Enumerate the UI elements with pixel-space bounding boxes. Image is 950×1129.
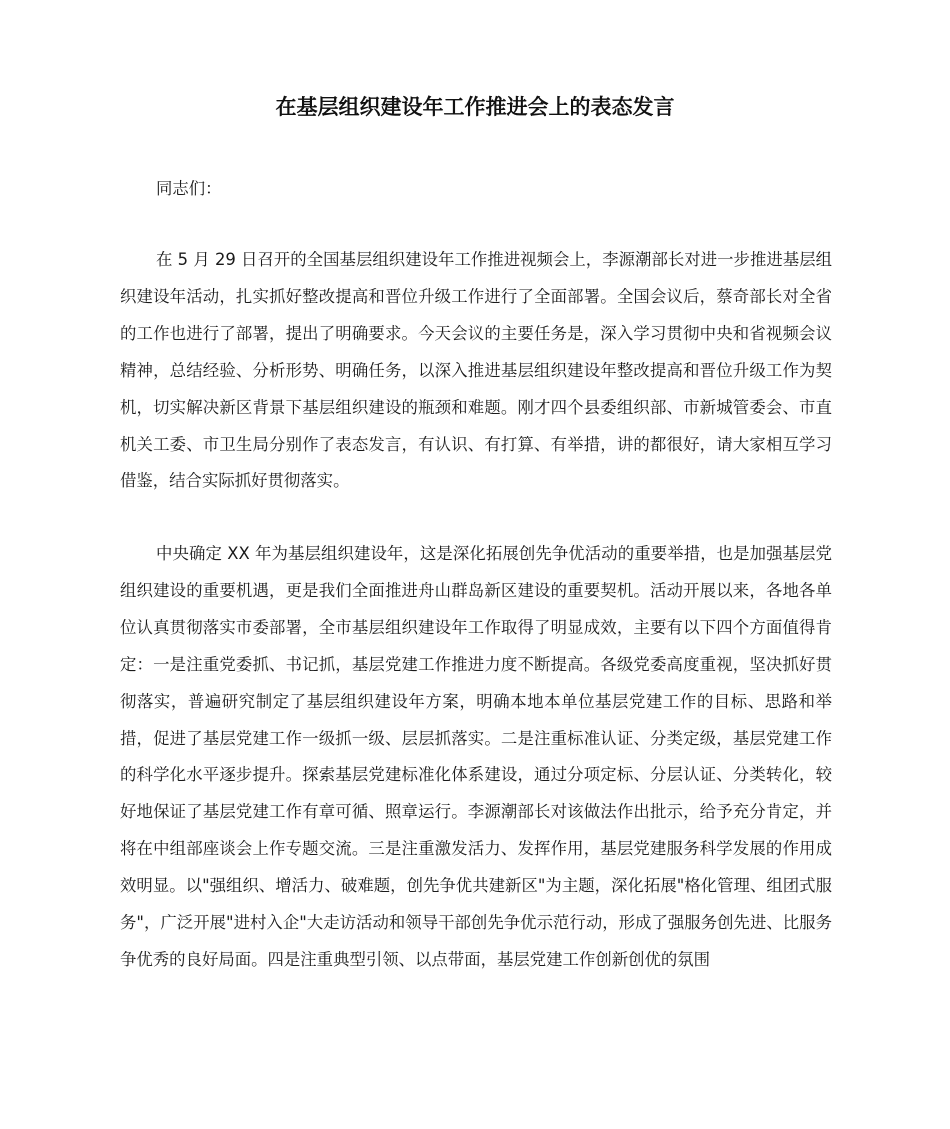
paragraph-2: 中央确定 XX 年为基层组织建设年，这是深化拓展创先争优活动的重要举措，也是加强基层党组织建设的重要机遇，更是我们全面推进舟山群岛新区建设的重要契机。活动开展以来，各地各单位认真贯彻落实市委部署，全市基层组织建设年工作取得了明显成效，主要有以下四个方面值得肯定：一是注重党委抓、书记抓，基层党建工作推进力度不断提高。各级党委高度重视，坚决抓好贯彻落实，普遍研究制定了基层组织建设年方案，明确本地本单位基层党建工作的目标、思路和举措，促进了基层党建工作一级抓一级、层层抓落实。二是注重标准认证、分类定级，基层党建工作的科学化水平逐步提升。探索基层党建标准化体系建设，通过分项定标、分层认证、分类转化，较好地保证了基层党建工作有章可循、照章运行。李源潮部长对该做法作出批示，给予充分肯定，并将在中组部座谈会上作专题交流。三是注重激发活力、发挥作用，基层党建服务科学发展的作用成效明显。以"强组织、增活力、破难题，创先争优共建新区"为主题，深化拓展"格化管理、组团式服务"，广泛开展"进村入企"大走访活动和领导干部创先争优示范行动，形成了强服务创先进、比服务争优秀的良好局面。四是注重典型引领、以点带面，基层党建工作创新创优的氛围 — [120, 544, 832, 969]
salutation: 同志们： — [156, 179, 222, 198]
document-title: 在基层组织建设年工作推进会上的表态发言 — [275, 95, 675, 119]
paragraph-1: 在 5 月 29 日召开的全国基层组织建设年工作推进视频会上，李源潮部长对进一步推进基层组织建设年活动，扎实抓好整改提高和晋位升级工作进行了全面部署。全国会议后，蔡奇部长对全省的工作也进行了部署，提出了明确要求。今天会议的主要任务是，深入学习贯彻中央和省视频会议精神，总结经验、分析形势、明确任务，以深入推进基层组织建设年整改提高和晋位升级工作为契机，切实解决新区背景下基层组织建设的瓶颈和难题。刚才四个县委组织部、市新城管委会、市直机关工委、市卫生局分别作了表态发言，有认识、有打算、有举措，讲的都很好，请大家相互学习借鉴，结合实际抓好贯彻落实。 — [120, 250, 832, 491]
